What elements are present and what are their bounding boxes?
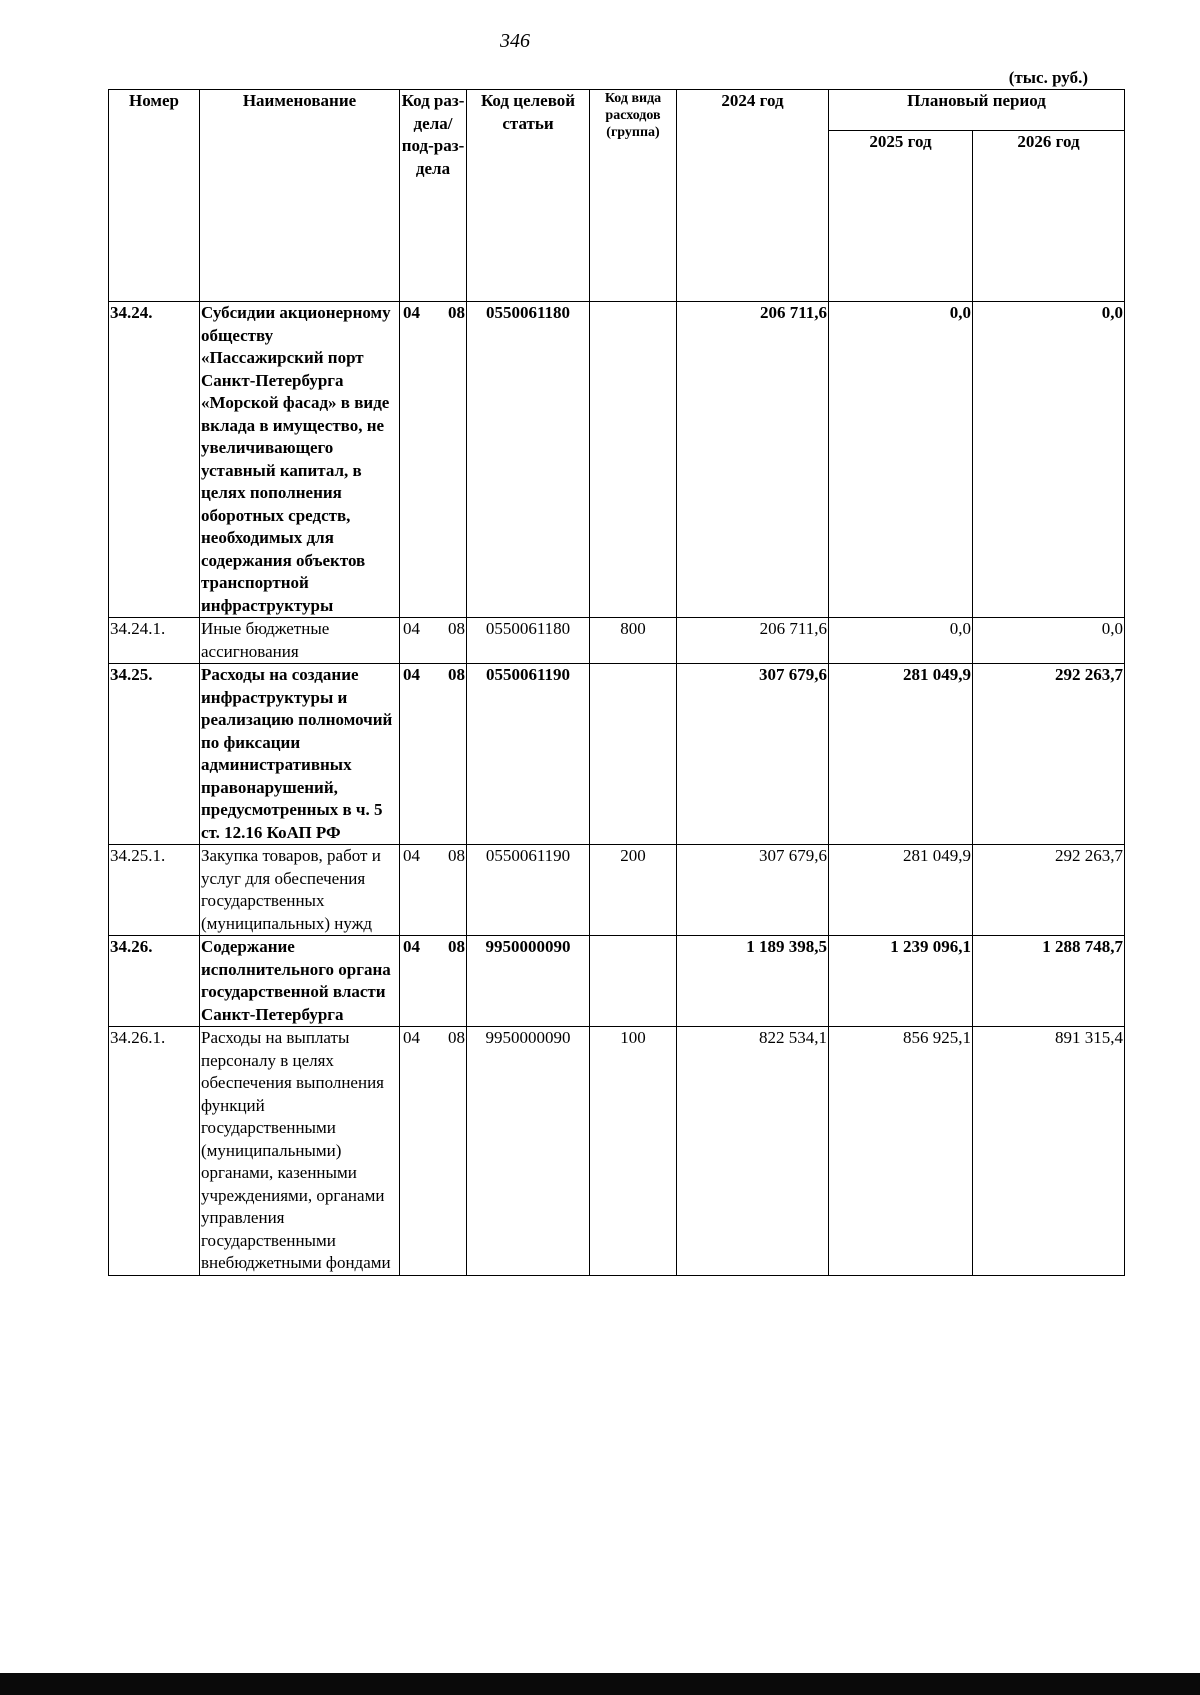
row-expense-type bbox=[590, 664, 677, 845]
row-value-2025: 0,0 bbox=[829, 302, 973, 618]
row-number: 34.25. bbox=[109, 664, 200, 845]
row-expense-type: 200 bbox=[590, 845, 677, 936]
subsection-code: 08 bbox=[448, 1028, 465, 1047]
row-section-code bbox=[400, 664, 467, 845]
subsection-code: 08 bbox=[448, 846, 465, 865]
row-value-2026: 292 263,7 bbox=[973, 664, 1125, 845]
row-target-article: 0550061190 bbox=[467, 845, 590, 936]
header-planned-period: Плановый период bbox=[829, 90, 1125, 131]
page-number: 346 bbox=[500, 30, 530, 52]
row-value-2026: 891 315,4 bbox=[973, 1027, 1125, 1276]
row-value-2024: 307 679,6 bbox=[677, 664, 829, 845]
row-number: 34.24. bbox=[109, 302, 200, 618]
row-value-2026: 292 263,7 bbox=[973, 845, 1125, 936]
row-number: 34.26. bbox=[109, 936, 200, 1027]
row-value-2025: 281 049,9 bbox=[829, 845, 973, 936]
row-target-article: 0550061180 bbox=[467, 302, 590, 618]
row-value-2024: 307 679,6 bbox=[677, 845, 829, 936]
row-name: Субсидии акционерному обществу «Пассажирский порт Санкт-Петербурга «Морской фасад» в виде вклада в имущество, не увеличивающего уставный капитал, в целях пополнения оборотных средств, необходимых для содержания объектов транспортной инфраструктуры bbox=[200, 302, 400, 618]
row-name: Расходы на создание инфраструктуры и реализацию полномочий по фиксации административных правонарушений, предусмотренных в ч. 5 ст. 12.16 КоАП РФ bbox=[200, 664, 400, 845]
row-section-code bbox=[400, 1027, 467, 1276]
section-code: 04 bbox=[403, 665, 420, 684]
table-row bbox=[109, 1027, 1125, 1276]
row-value-2026: 1 288 748,7 bbox=[973, 936, 1125, 1027]
row-expense-type bbox=[590, 302, 677, 618]
header-section-code: Код раз-дела/ под-раз-дела bbox=[400, 90, 467, 302]
header-year-2026: 2026 год bbox=[973, 131, 1125, 302]
row-value-2025: 281 049,9 bbox=[829, 664, 973, 845]
row-value-2024: 206 711,6 bbox=[677, 302, 829, 618]
table-body bbox=[109, 302, 1125, 1276]
subsection-code: 08 bbox=[448, 937, 465, 956]
row-value-2024: 206 711,6 bbox=[677, 618, 829, 664]
row-target-article: 9950000090 bbox=[467, 936, 590, 1027]
row-value-2025: 0,0 bbox=[829, 618, 973, 664]
row-value-2025: 856 925,1 bbox=[829, 1027, 973, 1276]
subsection-code: 08 bbox=[448, 619, 465, 638]
section-code: 04 bbox=[403, 846, 420, 865]
row-value-2024: 822 534,1 bbox=[677, 1027, 829, 1276]
header-number: Номер bbox=[109, 90, 200, 302]
row-section-code bbox=[400, 302, 467, 618]
row-target-article: 0550061180 bbox=[467, 618, 590, 664]
header-name: Наименование bbox=[200, 90, 400, 302]
budget-table bbox=[108, 89, 1125, 1276]
subsection-code: 08 bbox=[448, 665, 465, 684]
row-section-code bbox=[400, 936, 467, 1027]
row-name: Расходы на выплаты персоналу в целях обеспечения выполнения функций государственными (муниципальными) органами, казенными учреждениями, органами управления государственными внебюджетными фондами bbox=[200, 1027, 400, 1276]
row-target-article: 9950000090 bbox=[467, 1027, 590, 1276]
table-row bbox=[109, 302, 1125, 618]
row-expense-type: 100 bbox=[590, 1027, 677, 1276]
row-value-2026: 0,0 bbox=[973, 302, 1125, 618]
table-row bbox=[109, 845, 1125, 936]
row-number: 34.25.1. bbox=[109, 845, 200, 936]
row-number: 34.24.1. bbox=[109, 618, 200, 664]
section-code: 04 bbox=[403, 1028, 420, 1047]
units-label: (тыс. руб.) bbox=[1008, 68, 1088, 87]
section-code: 04 bbox=[403, 303, 420, 322]
header-target-article-code: Код целевой статьи bbox=[467, 90, 590, 302]
row-expense-type: 800 bbox=[590, 618, 677, 664]
row-value-2024: 1 189 398,5 bbox=[677, 936, 829, 1027]
scan-bottom-edge bbox=[0, 1673, 1200, 1695]
row-section-code bbox=[400, 845, 467, 936]
row-number: 34.26.1. bbox=[109, 1027, 200, 1276]
row-value-2026: 0,0 bbox=[973, 618, 1125, 664]
table-row bbox=[109, 936, 1125, 1027]
row-name: Иные бюджетные ассигнования bbox=[200, 618, 400, 664]
subsection-code: 08 bbox=[448, 303, 465, 322]
row-target-article: 0550061190 bbox=[467, 664, 590, 845]
section-code: 04 bbox=[403, 937, 420, 956]
header-expense-type-code: Код вида расходов (группа) bbox=[590, 90, 677, 302]
table-header bbox=[109, 90, 1125, 302]
section-code: 04 bbox=[403, 619, 420, 638]
row-expense-type bbox=[590, 936, 677, 1027]
table-row bbox=[109, 664, 1125, 845]
header-year-2024: 2024 год bbox=[677, 90, 829, 302]
table-row bbox=[109, 618, 1125, 664]
header-year-2025: 2025 год bbox=[829, 131, 973, 302]
row-value-2025: 1 239 096,1 bbox=[829, 936, 973, 1027]
row-section-code bbox=[400, 618, 467, 664]
row-name: Содержание исполнительного органа государственной власти Санкт-Петербурга bbox=[200, 936, 400, 1027]
row-name: Закупка товаров, работ и услуг для обеспечения государственных (муниципальных) нужд bbox=[200, 845, 400, 936]
